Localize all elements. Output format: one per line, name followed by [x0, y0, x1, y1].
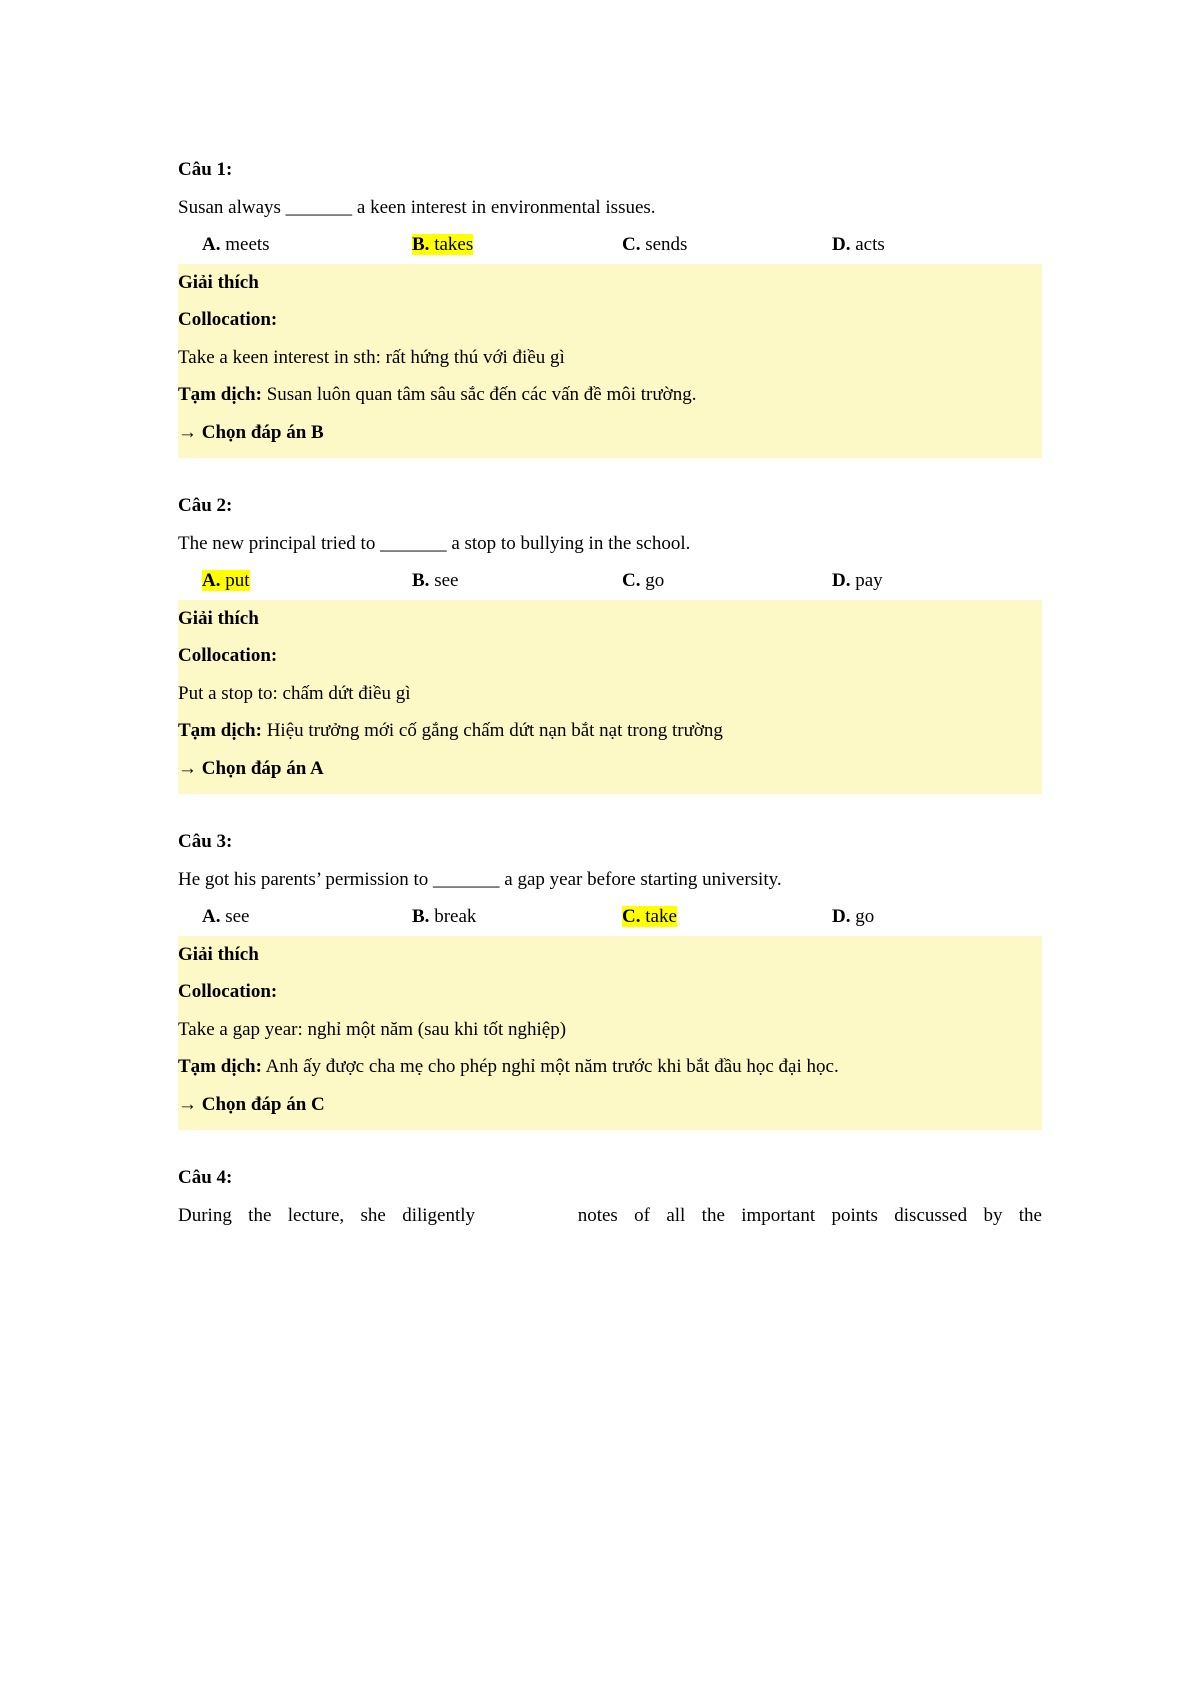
option-text: acts — [855, 234, 885, 255]
explanation-translation — [178, 376, 1042, 414]
stem-word: the — [1018, 1204, 1042, 1226]
translation-label: Tạm dịch: — [178, 1056, 262, 1077]
option-label: D. — [832, 906, 851, 927]
option-text: pay — [855, 570, 883, 591]
explanation-conclusion: → Chọn đáp án B — [178, 421, 324, 443]
question-title: Câu 2: — [178, 495, 233, 516]
stem-word: by — [983, 1204, 1003, 1226]
option-label: B. — [412, 906, 430, 927]
explanation-rule: Take a keen interest in sth: rất hứng thú với điều gì — [178, 346, 565, 368]
option-label: A. — [202, 234, 221, 255]
option-label: C. — [622, 234, 641, 255]
option-label: B. — [412, 570, 430, 591]
option-label: A. — [202, 570, 221, 591]
option-label: C. — [622, 906, 641, 927]
stem-word: she — [360, 1204, 386, 1226]
option-label: D. — [832, 570, 851, 591]
question-title: Câu 3: — [178, 831, 233, 852]
question-stem: He got his parents’ permission to _______ a gap year before starting university. — [178, 868, 782, 890]
explanation-box — [178, 936, 1042, 1131]
explanation-type: Collocation: — [178, 309, 278, 330]
option-text: sends — [645, 234, 688, 255]
option-label: C. — [622, 570, 641, 591]
option-text: meets — [225, 234, 270, 255]
stem-word: notes — [577, 1204, 618, 1226]
explanation-type: Collocation: — [178, 645, 278, 666]
explanation-box — [178, 264, 1042, 459]
option-c — [622, 562, 664, 600]
explanation-heading: Giải thích — [178, 943, 259, 965]
explanation-conclusion: → Chọn đáp án C — [178, 1093, 325, 1115]
question-title: Câu 4: — [178, 1167, 233, 1188]
translation-label: Tạm dịch: — [178, 720, 262, 741]
answer-options — [178, 226, 1042, 264]
translation-text: Susan luôn quan tâm sâu sắc đến các vấn đề môi trường. — [266, 384, 697, 405]
question-2 — [178, 487, 1042, 794]
stem-word: points — [831, 1204, 878, 1226]
option-b — [412, 226, 473, 264]
option-a — [202, 562, 250, 600]
translation-text: Anh ấy được cha mẹ cho phép nghỉ một năm trước khi bắt đầu học đại học. — [265, 1056, 839, 1077]
question-stem: Susan always _______ a keen interest in environmental issues. — [178, 196, 656, 218]
explanation-translation — [178, 712, 1042, 750]
answer-options — [178, 898, 1042, 936]
explanation-translation — [178, 1048, 1042, 1086]
explanation-box — [178, 600, 1042, 795]
explanation-conclusion: → Chọn đáp án A — [178, 757, 324, 779]
option-text: see — [225, 906, 250, 927]
question-title: Câu 1: — [178, 159, 233, 180]
option-text: take — [645, 906, 677, 927]
option-text: put — [225, 570, 250, 591]
option-label: A. — [202, 906, 221, 927]
question-3 — [178, 823, 1042, 1130]
option-c — [622, 226, 687, 264]
question-stem: The new principal tried to _______ a stop to bullying in the school. — [178, 532, 691, 554]
option-a — [202, 898, 250, 936]
option-text: go — [855, 906, 875, 927]
option-b — [412, 898, 476, 936]
answer-options — [178, 562, 1042, 600]
stem-word: During — [178, 1204, 232, 1226]
option-d — [832, 226, 885, 264]
option-label: B. — [412, 234, 430, 255]
option-text: see — [434, 570, 459, 591]
explanation-rule: Take a gap year: nghỉ một năm (sau khi tốt nghiệp) — [178, 1018, 567, 1040]
explanation-rule: Put a stop to: chấm dứt điều gì — [178, 682, 411, 704]
question-4 — [178, 1159, 1042, 1234]
stem-word: diligently — [402, 1204, 476, 1226]
option-b — [412, 562, 458, 600]
option-label: D. — [832, 234, 851, 255]
answer-blank — [491, 1197, 561, 1235]
stem-word: all — [666, 1204, 686, 1226]
option-text: takes — [434, 234, 474, 255]
explanation-heading: Giải thích — [178, 607, 259, 629]
stem-word: the — [701, 1204, 725, 1226]
stem-word: discussed — [894, 1204, 968, 1226]
option-d — [832, 898, 874, 936]
stem-word: important — [741, 1204, 816, 1226]
option-d — [832, 562, 883, 600]
question-stem — [178, 1197, 1042, 1235]
explanation-type: Collocation: — [178, 981, 278, 1002]
option-c — [622, 898, 677, 936]
option-text: go — [645, 570, 665, 591]
stem-word: of — [634, 1204, 650, 1226]
stem-word: lecture, — [287, 1204, 345, 1226]
explanation-heading: Giải thích — [178, 271, 259, 293]
option-text: break — [434, 906, 477, 927]
question-1 — [178, 151, 1042, 458]
translation-label: Tạm dịch: — [178, 384, 262, 405]
stem-word: the — [248, 1204, 272, 1226]
translation-text: Hiệu trưởng mới cố gắng chấm dứt nạn bắt nạt trong trường — [266, 720, 723, 741]
option-a — [202, 226, 270, 264]
